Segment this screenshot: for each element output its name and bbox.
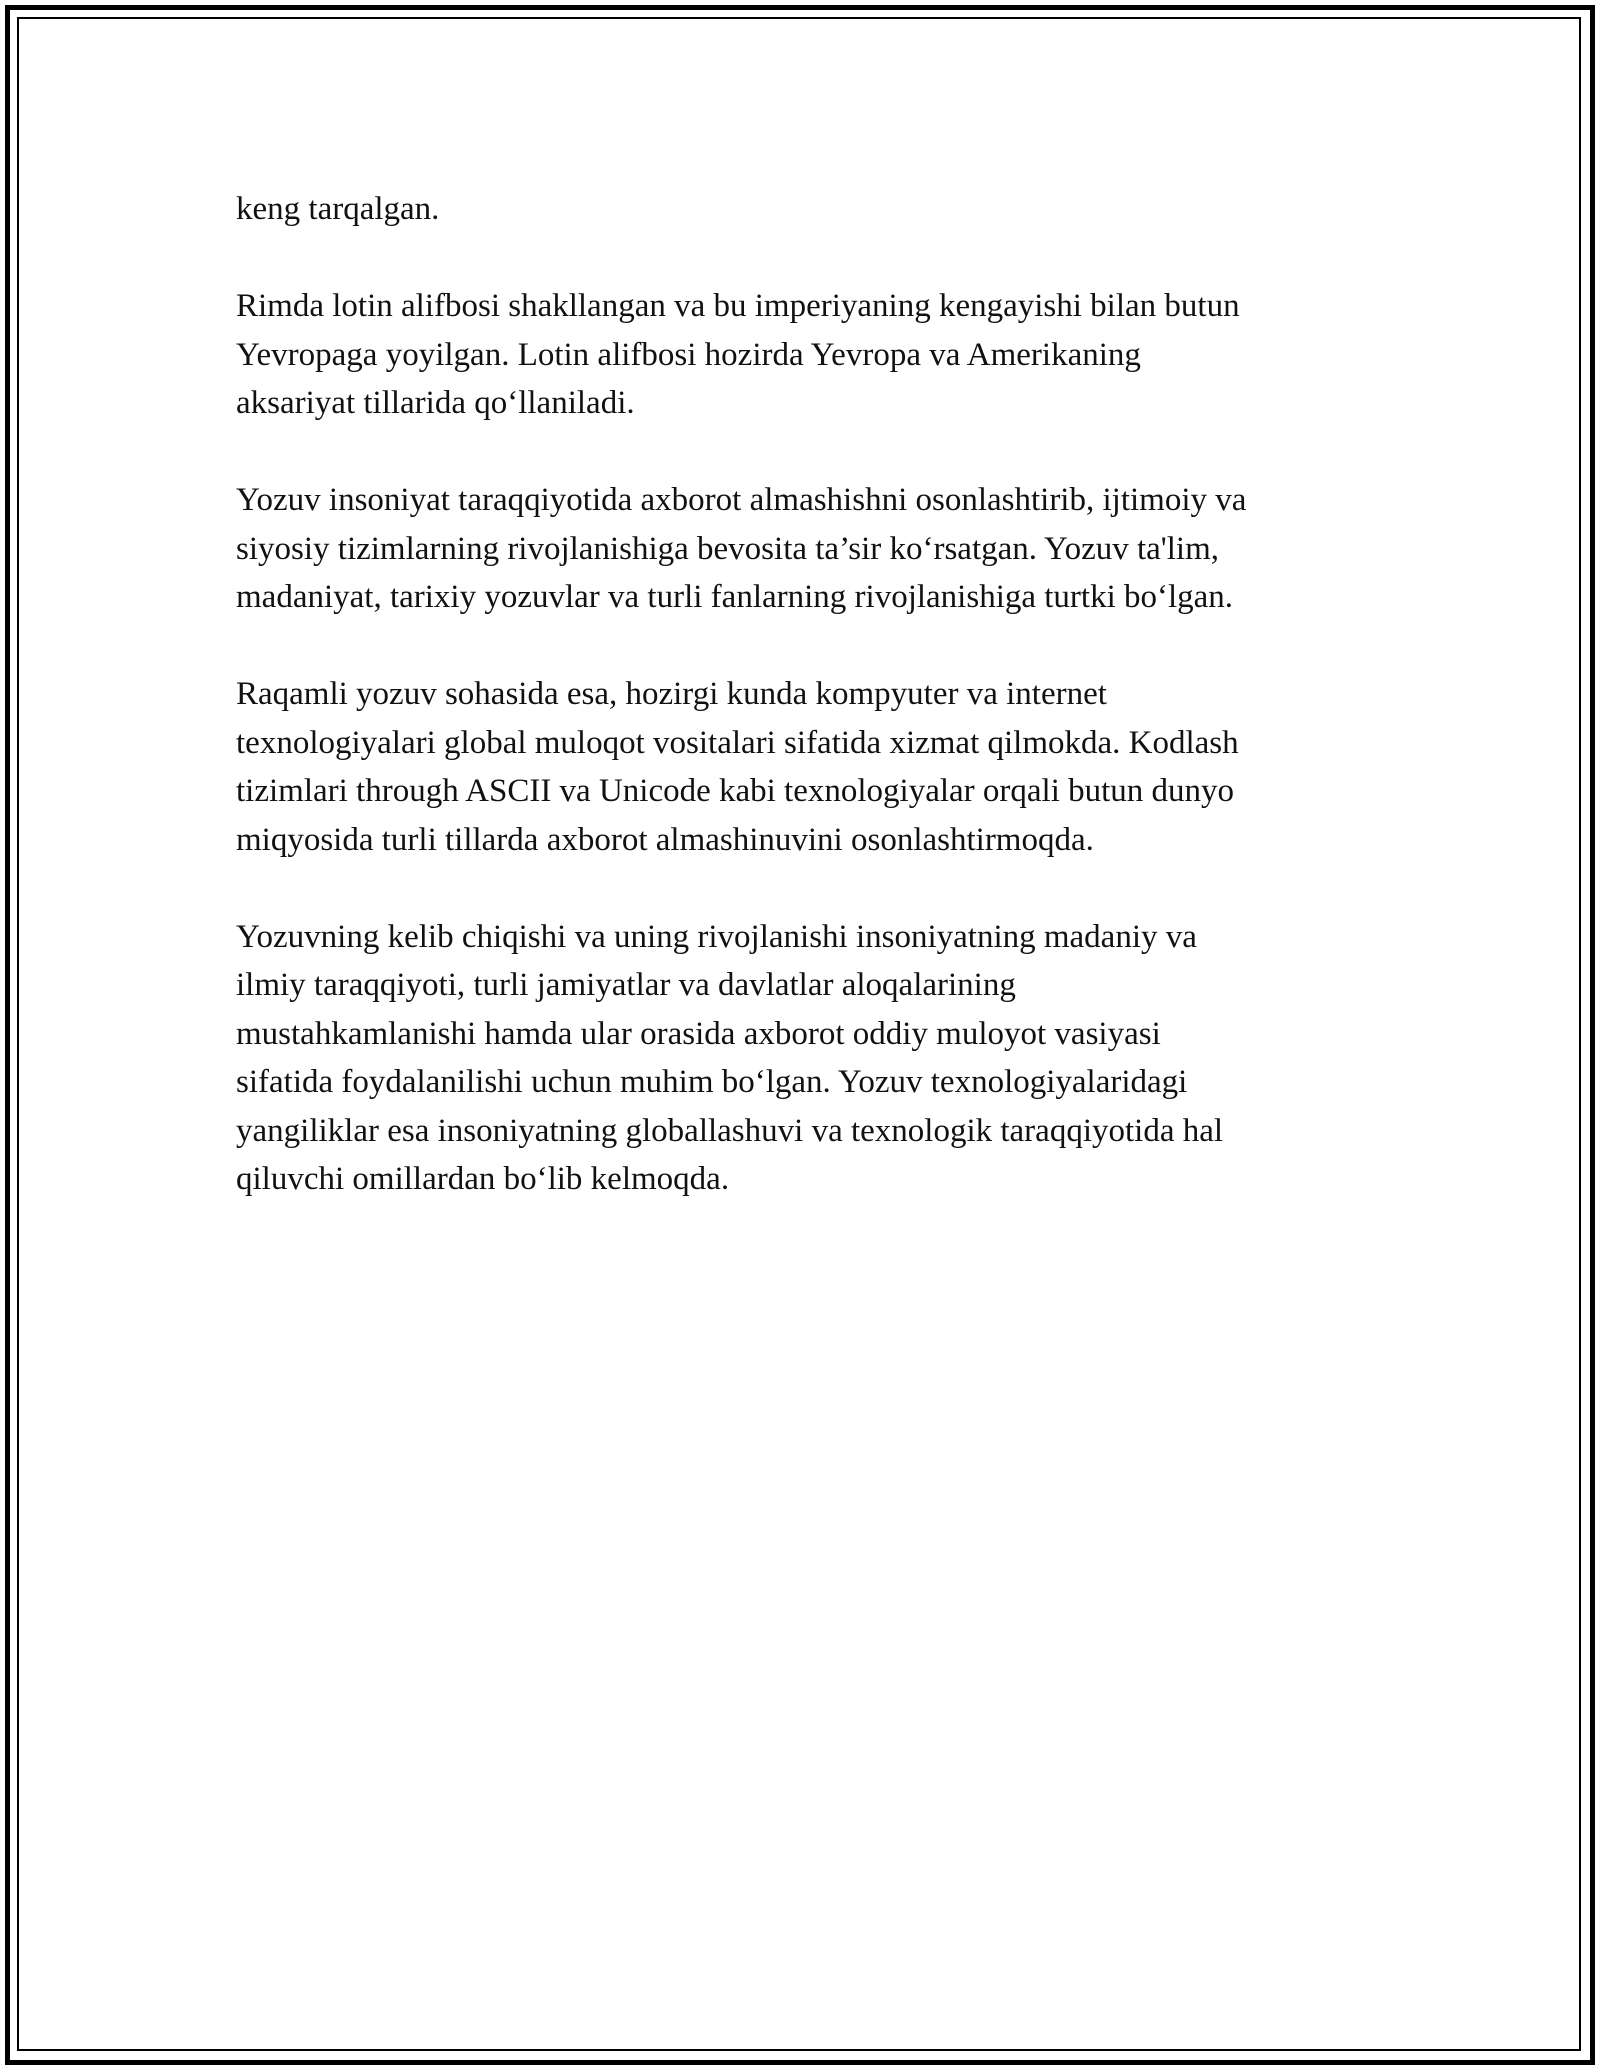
- paragraph-1: [236, 185, 1386, 234]
- paragraph-3: [236, 476, 1386, 622]
- text-line: madaniyat, tarixiy yozuvlar va turli fanlarning rivojlanishiga turtki bo‘lgan.: [236, 579, 1234, 615]
- paragraph-5: [236, 913, 1386, 1204]
- text-line: qiluvchi omillardan bo‘lib kelmoqda.: [236, 1161, 730, 1197]
- text-line: Yozuvning kelib chiqishi va uning rivojlanishi insoniyatning madaniy va: [236, 918, 1197, 955]
- paragraph-2: [236, 282, 1386, 428]
- text-line: miqyosida turli tillarda axborot almashinuvini osonlashtirmoqda.: [236, 821, 1094, 858]
- document-body: [236, 185, 1386, 1252]
- text-line: Rimda lotin alifbosi shakllangan va bu imperiyaning kengayishi bilan butun: [236, 288, 1240, 324]
- text-line: keng tarqalgan.: [236, 191, 440, 227]
- text-line: ilmiy taraqqiyoti, turli jamiyatlar va davlatlar aloqalarining: [236, 967, 1016, 1003]
- text-line: yangiliklar esa insoniyatning globallashuvi va texnologik taraqqiyotida hal: [236, 1112, 1224, 1149]
- text-line: Yevropaga yoyilgan. Lotin alifbosi hozirda Yevropa va Amerikaning: [236, 336, 1141, 373]
- text-line: texnologiyalari global muloqot vositalari sifatida xizmat qilmokda. Kodlash: [236, 724, 1239, 761]
- text-line: Raqamli yozuv sohasida esa, hozirgi kunda kompyuter va internet: [236, 676, 1107, 712]
- text-line: aksariyat tillarida qo‘llaniladi.: [236, 385, 635, 421]
- text-line: siyosiy tizimlarning rivojlanishiga bevosita ta’sir ko‘rsatgan. Yozuv ta'lim,: [236, 530, 1219, 567]
- text-line: tizimlari through ASCII va Unicode kabi texnologiyalar orqali butun dunyo: [236, 773, 1235, 809]
- paragraph-4: [236, 670, 1386, 864]
- text-line: mustahkamlanishi hamda ular orasida axborot oddiy muloyot vasiyasi: [236, 1015, 1161, 1052]
- text-line: Yozuv insoniyat taraqqiyotida axborot almashishni osonlashtirib, ijtimoiy va: [236, 482, 1247, 518]
- text-line: sifatida foydalanilishi uchun muhim bo‘lgan. Yozuv texnologiyalaridagi: [236, 1064, 1188, 1100]
